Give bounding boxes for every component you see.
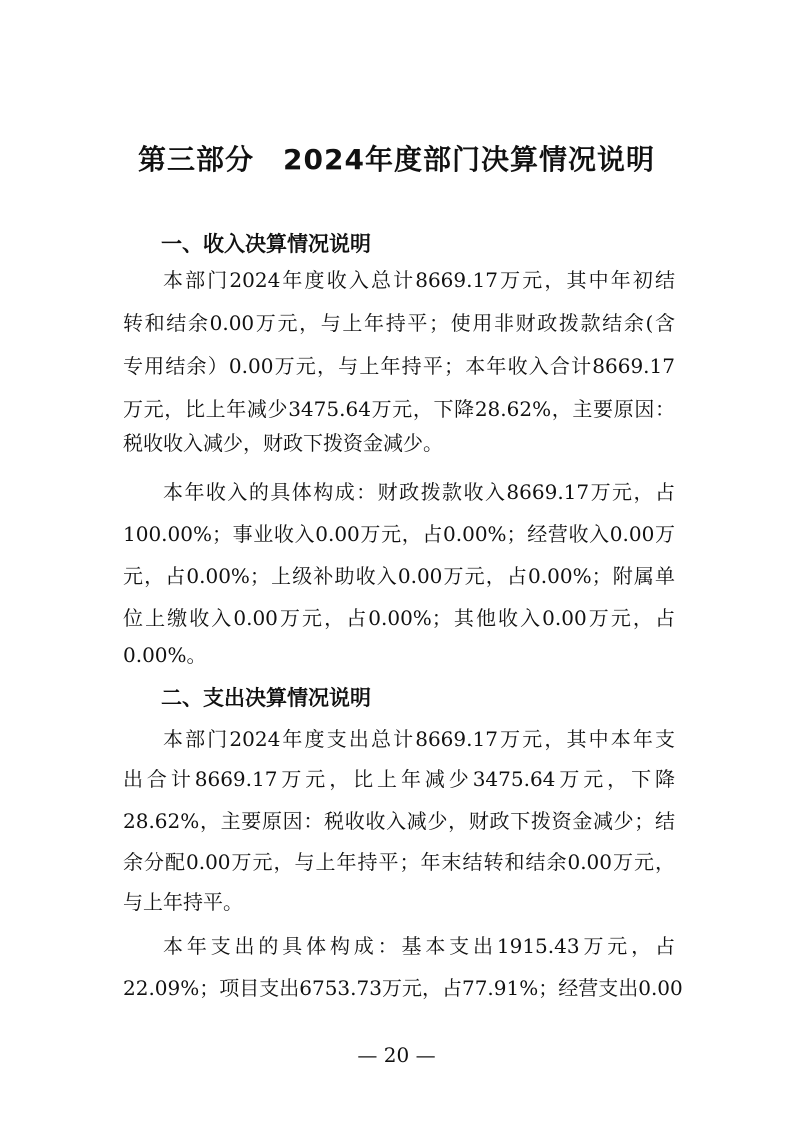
section-heading-expenditure: 二、支出决算情况说明 <box>161 686 371 710</box>
paragraph-line: 余分配0.00万元，与上年持平；年末结转和结余0.00万元， <box>123 850 675 874</box>
section-heading-income: 一、收入决算情况说明 <box>161 232 371 256</box>
paragraph-line: 本年收入的具体构成：财政拨款收入8669.17万元，占 <box>163 480 675 504</box>
paragraph-line: 本部门2024年度支出总计8669.17万元，其中本年支 <box>163 727 675 751</box>
paragraph-line: 专用结余）0.00万元，与上年持平；本年收入合计8669.17 <box>123 354 675 378</box>
paragraph-line: 位上缴收入0.00万元，占0.00%；其他收入0.00万元，占 <box>123 606 675 630</box>
paragraph-line: 出合计8669.17万元，比上年减少3475.64万元，下降 <box>123 767 675 791</box>
paragraph-line: 100.00%；事业收入0.00万元，占0.00%；经营收入0.00万 <box>123 522 675 546</box>
page-title: 第三部分 2024年度部门决算情况说明 <box>138 143 655 176</box>
paragraph-line: 税收收入减少，财政下拨资金减少。 <box>123 431 443 455</box>
paragraph-line: 万元，比上年减少3475.64万元，下降28.62%，主要原因： <box>123 397 675 421</box>
paragraph-line: 22.09%；项目支出6753.73万元，占77.91%；经营支出0.00 <box>123 976 683 1000</box>
paragraph-line: 转和结余0.00万元，与上年持平；使用非财政拨款结余(含 <box>123 311 675 335</box>
page-number: — 20 — <box>357 1043 436 1067</box>
paragraph-line: 与上年持平。 <box>123 890 243 914</box>
paragraph-line: 本年支出的具体构成：基本支出1915.43万元，占 <box>163 934 675 958</box>
paragraph-line: 本部门2024年度收入总计8669.17万元，其中年初结 <box>163 268 675 292</box>
paragraph-line: 28.62%，主要原因：税收收入减少，财政下拨资金减少；结 <box>123 809 675 833</box>
paragraph-line: 0.00%。 <box>123 643 207 667</box>
paragraph-line: 元，占0.00%；上级补助收入0.00万元，占0.00%；附属单 <box>123 564 675 588</box>
